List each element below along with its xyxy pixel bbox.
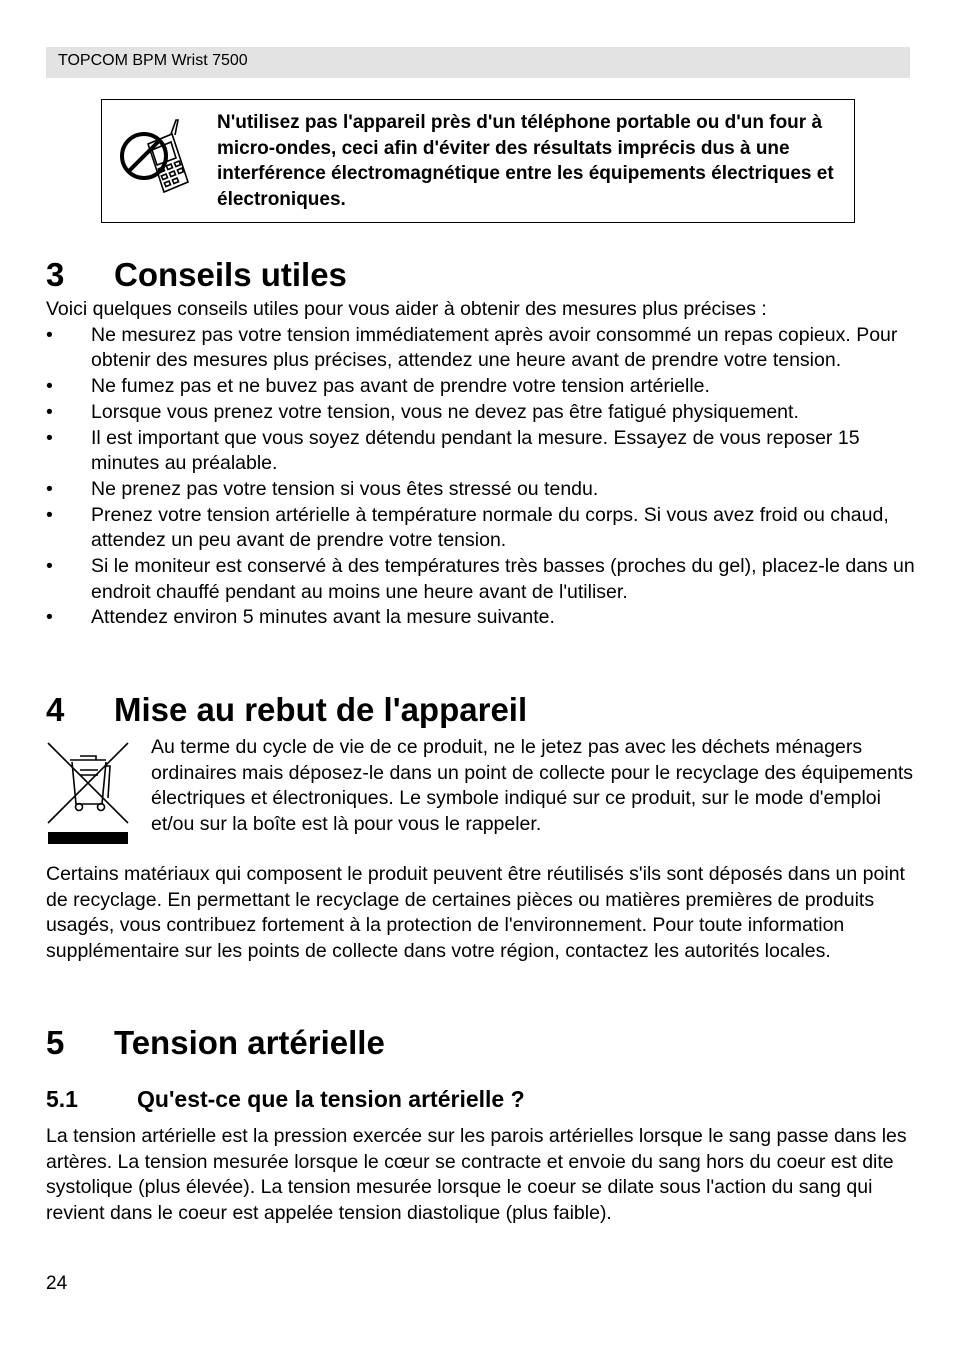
list-item: • Attendez environ 5 minutes avant la mesure suivante. (46, 606, 555, 629)
list-item: • Ne mesurez pas votre tension immédiatement après avoir consommé un repas copieux. Pour obtenir des mesures plus précises, attendez une heure avant de prendre votre tension. (46, 323, 898, 372)
section-4-intro: Au terme du cycle de vie de ce produit, ne le jetez pas avec les déchets ménagers ordinaires mais déposez-le dans un point de collecte pour le recyclage des équipements électriques et électroniques. Le symbole indiqué sur ce produit, sur le mode d'emploi et/ou sur la boîte est là pour vous le rappeler. (151, 736, 914, 836)
section-5-1-body: La tension artérielle est la pression exercée sur les parois artérielles lorsque le sang passe dans les artères. La tension mesurée lorsque le cœur se contracte et envoie du sang hors du coeur est dite systolique (plus élevée). La tension mesurée lorsque le coeur se dilate sous l'action du sang qui revient dans le coeur est appelée tension diastolique (plus faible). (46, 1125, 907, 1225)
tips-list (46, 323, 916, 631)
section-4-body: Certains matériaux qui composent le produit peuvent être réutilisés s'ils sont déposés dans un point de recyclage. En permettant le recyclage de certaines pièces ou matières premières de produits usagés, vous contribuez fortement à la protection de l'environnement. Pour toute information supplémentaire sur les points de collecte dans votre région, contactez les autorités locales. (46, 863, 905, 963)
section-3-heading (46, 256, 347, 294)
list-item: • Lorsque vous prenez votre tension, vous ne devez pas être fatigué physiquement. (46, 400, 799, 423)
section-3-title: Conseils utiles (114, 256, 347, 293)
section-5-1-number: 5.1 (46, 1086, 78, 1112)
header-title: TOPCOM BPM Wrist 7500 (58, 52, 248, 69)
list-item: • Il est important que vous soyez détendu pendant la mesure. Essayez de vous reposer 15 minutes au préalable. (46, 426, 860, 475)
section-3-number: 3 (46, 256, 65, 293)
section-5-1-heading (46, 1085, 525, 1113)
section-5-number: 5 (46, 1024, 65, 1061)
section-4-title: Mise au rebut de l'appareil (114, 691, 528, 728)
list-item: • Ne prenez pas votre tension si vous êtes stressé ou tendu. (46, 477, 599, 500)
section-3-body (46, 297, 916, 631)
section-4-heading (46, 691, 527, 729)
section-5-heading (46, 1024, 385, 1062)
section-4-number: 4 (46, 691, 65, 728)
section-3-intro: Voici quelques conseils utiles pour vous aider à obtenir des mesures plus précises : (46, 298, 767, 320)
list-item: • Ne fumez pas et ne buvez pas avant de prendre votre tension artérielle. (46, 375, 710, 398)
list-item: • Si le moniteur est conservé à des températures très basses (proches du gel), placez-le dans un endroit chauffé pendant au moins une heure avant de l'utiliser. (46, 555, 915, 603)
section-5-1-title: Qu'est-ce que la tension artérielle ? (137, 1086, 525, 1112)
warning-box (101, 99, 855, 223)
page-number: 24 (46, 1273, 68, 1294)
header-bar (46, 47, 910, 78)
list-item: • Prenez votre tension artérielle à température normale du corps. Si vous avez froid ou chaud, attendez un peu avant de prendre votre tension. (46, 503, 889, 552)
warning-text: N'utilisez pas l'appareil près d'un téléphone portable ou d'un four à micro-ondes, ceci afin d'éviter des résultats imprécis dus à une interférence électromagnétique entre les équipements électriques et électroniques. (217, 112, 834, 211)
no-mobile-phone-icon (114, 114, 202, 204)
crossed-out-wheelie-bin-icon (46, 740, 130, 848)
section-5-title: Tension artérielle (114, 1024, 385, 1061)
